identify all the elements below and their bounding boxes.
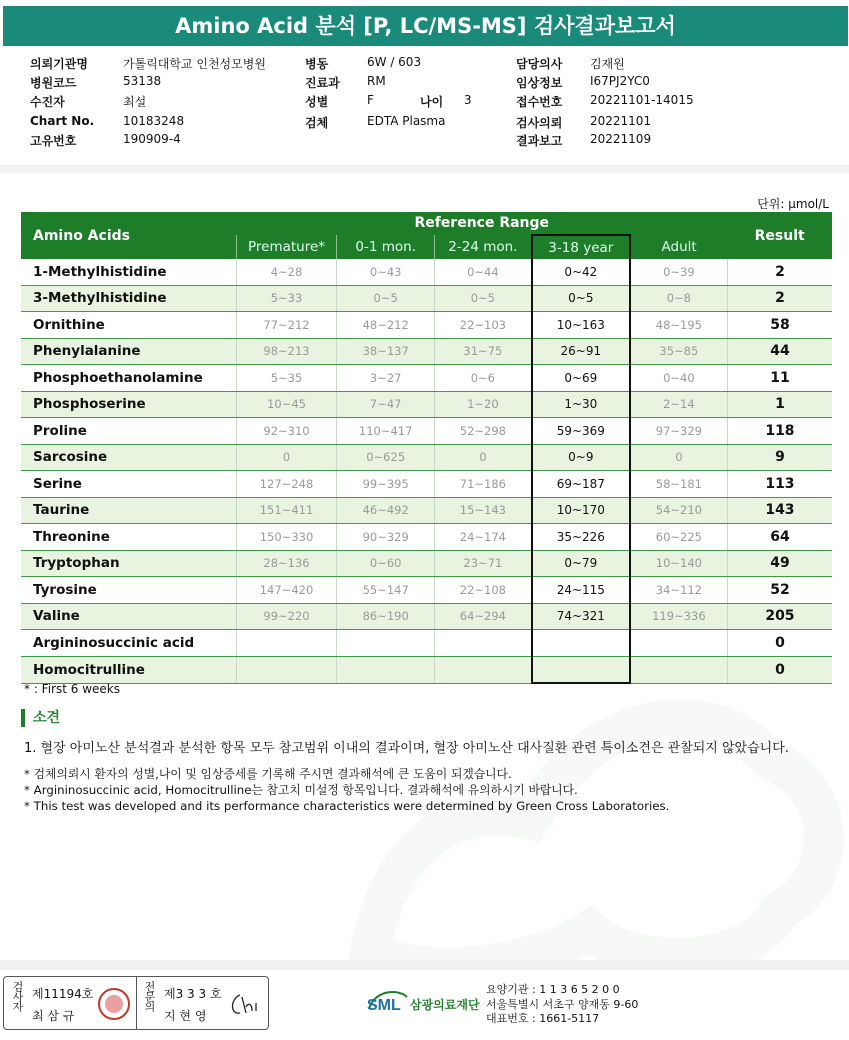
footer-divider — [0, 960, 849, 970]
range-3-18-year: 0~79 — [532, 550, 630, 577]
range-3-18-year: 0~42 — [532, 259, 630, 285]
amino-acid-name: 3-Methylhistidine — [21, 285, 236, 312]
range-premature — [236, 630, 337, 657]
col-reference-range: Reference Range — [236, 212, 727, 235]
range-0-1-mon: 90~329 — [337, 524, 435, 551]
range-0-1-mon: 46~492 — [337, 497, 435, 524]
range-2-24-mon: 24~174 — [434, 524, 531, 551]
range-adult: 54~210 — [630, 497, 728, 524]
amino-acid-table — [21, 212, 832, 684]
info-value: 10183248 — [123, 114, 185, 128]
info-value: F — [367, 93, 374, 107]
range-3-18-year: 24~115 — [532, 577, 630, 604]
range-3-18-year: 26~91 — [532, 338, 630, 365]
range-0-1-mon: 7~47 — [337, 391, 435, 418]
table-row — [21, 497, 832, 524]
range-premature: 5~35 — [236, 365, 337, 392]
info-label: 병원코드 — [30, 76, 77, 90]
info-label: 진료과 — [305, 76, 340, 90]
range-adult: 0 — [630, 444, 728, 471]
note-line: * 검체의뢰시 환자의 성별,나이 및 임상증세를 기록해 주시면 결과해석에 큰 도움이 되겠습니다. — [24, 767, 512, 781]
result-value: 11 — [727, 365, 832, 392]
range-adult: 119~336 — [630, 603, 728, 630]
range-premature: 127~248 — [236, 471, 337, 498]
result-value: 52 — [727, 577, 832, 604]
info-value: 김재원 — [590, 57, 625, 71]
info-value: I67PJ2YC0 — [590, 74, 650, 88]
range-3-18-year — [532, 656, 630, 683]
info-label: 성별 — [305, 95, 329, 109]
range-adult: 0~40 — [630, 365, 728, 392]
range-0-1-mon: 0~43 — [337, 259, 435, 285]
range-0-1-mon: 0~60 — [337, 550, 435, 577]
info-label: 병동 — [305, 57, 329, 71]
range-adult: 35~85 — [630, 338, 728, 365]
range-premature: 0 — [236, 444, 337, 471]
note-line: * Argininosuccinic acid, Homocitrulline는 참고치 미설정 항목입니다. 결과해석에 유의하시기 바랍니다. — [24, 783, 578, 797]
range-2-24-mon: 31~75 — [434, 338, 531, 365]
range-3-18-year: 10~163 — [532, 312, 630, 339]
range-2-24-mon: 1~20 — [434, 391, 531, 418]
table-row — [21, 444, 832, 471]
range-0-1-mon: 0~5 — [337, 285, 435, 312]
info-value: 6W / 603 — [367, 55, 422, 69]
range-0-1-mon: 86~190 — [337, 603, 435, 630]
range-premature: 150~330 — [236, 524, 337, 551]
range-0-1-mon: 48~212 — [337, 312, 435, 339]
range-premature: 98~213 — [236, 338, 337, 365]
range-3-18-year: 59~369 — [532, 418, 630, 445]
age-value: 3 — [464, 93, 472, 107]
table-row — [21, 418, 832, 445]
range-adult: 58~181 — [630, 471, 728, 498]
range-adult: 34~112 — [630, 577, 728, 604]
result-value: 118 — [727, 418, 832, 445]
info-value: RM — [367, 74, 386, 88]
table-row — [21, 471, 832, 498]
range-0-1-mon: 55~147 — [337, 577, 435, 604]
range-3-18-year — [532, 630, 630, 657]
range-0-1-mon — [337, 630, 435, 657]
signature-icon — [226, 989, 262, 1019]
info-label: 접수번호 — [516, 95, 563, 109]
age-label: 나이 — [420, 95, 444, 109]
unit-label: 단위: μmol/L — [757, 197, 829, 211]
info-value: 최설 — [123, 95, 147, 109]
info-label: 검사의뢰 — [516, 116, 563, 130]
range-premature: 99~220 — [236, 603, 337, 630]
range-3-18-year: 35~226 — [532, 524, 630, 551]
info-value: 20221101-14015 — [590, 93, 694, 107]
amino-acid-name: Homocitrulline — [21, 656, 236, 683]
amino-acid-name: Tyrosine — [21, 577, 236, 604]
range-premature: 5~33 — [236, 285, 337, 312]
amino-acid-name: Taurine — [21, 497, 236, 524]
range-2-24-mon: 15~143 — [434, 497, 531, 524]
org-phone: 대표번호 : 1661-5117 — [486, 1012, 600, 1025]
range-0-1-mon: 110~417 — [337, 418, 435, 445]
result-value: 0 — [727, 656, 832, 683]
report-title: Amino Acid 분석 [P, LC/MS-MS] 검사결과보고서 — [3, 6, 848, 46]
range-2-24-mon: 22~103 — [434, 312, 531, 339]
info-value: 가톨릭대학교 인천성모병원 — [123, 57, 266, 71]
tester-name: 최 삼 규 — [32, 1009, 75, 1023]
range-0-1-mon: 99~395 — [337, 471, 435, 498]
result-value: 2 — [727, 285, 832, 312]
range-premature: 4~28 — [236, 259, 337, 285]
info-value: 190909-4 — [123, 132, 181, 146]
result-value: 0 — [727, 630, 832, 657]
amino-acid-name: Phosphoserine — [21, 391, 236, 418]
result-value: 64 — [727, 524, 832, 551]
range-0-1-mon: 38~137 — [337, 338, 435, 365]
result-value: 44 — [727, 338, 832, 365]
info-label: 담당의사 — [516, 57, 563, 71]
range-premature: 10~45 — [236, 391, 337, 418]
amino-acid-name: Tryptophan — [21, 550, 236, 577]
table-row — [21, 338, 832, 365]
range-0-1-mon: 0~625 — [337, 444, 435, 471]
section-title: 소견 — [21, 709, 60, 727]
range-2-24-mon — [434, 656, 531, 683]
sub-header: Adult — [630, 235, 728, 259]
amino-acid-name: Argininosuccinic acid — [21, 630, 236, 657]
info-label: 의뢰기관명 — [30, 57, 88, 71]
range-premature — [236, 656, 337, 683]
table-row — [21, 524, 832, 551]
range-3-18-year: 1~30 — [532, 391, 630, 418]
sub-header: 2-24 mon. — [434, 235, 531, 259]
result-value: 9 — [727, 444, 832, 471]
range-3-18-year: 0~5 — [532, 285, 630, 312]
range-3-18-year: 10~170 — [532, 497, 630, 524]
amino-acid-name: Valine — [21, 603, 236, 630]
range-premature: 147~420 — [236, 577, 337, 604]
note-line: * This test was developed and its performance characteristics were determined by Green Cross Laboratories. — [24, 799, 670, 813]
amino-acid-name: 1-Methylhistidine — [21, 259, 236, 285]
col-result: Result — [727, 212, 832, 259]
result-value: 1 — [727, 391, 832, 418]
range-2-24-mon: 71~186 — [434, 471, 531, 498]
table-row — [21, 577, 832, 604]
range-3-18-year: 0~69 — [532, 365, 630, 392]
range-2-24-mon: 23~71 — [434, 550, 531, 577]
info-label: 고유번호 — [30, 134, 77, 148]
range-0-1-mon: 3~27 — [337, 365, 435, 392]
range-premature: 92~310 — [236, 418, 337, 445]
result-value: 113 — [727, 471, 832, 498]
result-value: 58 — [727, 312, 832, 339]
table-row — [21, 365, 832, 392]
sub-header: 3-18 year — [532, 235, 630, 259]
org-code: 요양기관 : 1 1 3 6 5 2 0 0 — [486, 983, 620, 996]
range-premature: 151~411 — [236, 497, 337, 524]
range-adult: 60~225 — [630, 524, 728, 551]
specialist-number: 제3 3 3 호 — [164, 987, 222, 1001]
opinion-text: 1. 혈장 아미노산 분석결과 분석한 항목 모두 참고범위 이내의 결과이며, 혈장 아미노산 대사질환 관련 특이소견은 관찰되지 않았습니다. — [24, 741, 789, 756]
amino-acid-name: Ornithine — [21, 312, 236, 339]
info-value: 53138 — [123, 74, 162, 88]
seal-icon — [97, 987, 131, 1021]
sml-logo-icon — [365, 985, 409, 1015]
table-row — [21, 285, 832, 312]
info-value: 20221109 — [590, 132, 652, 146]
info-label: 임상정보 — [516, 76, 563, 90]
info-label: 결과보고 — [516, 134, 563, 148]
amino-acid-name: Proline — [21, 418, 236, 445]
range-2-24-mon — [434, 630, 531, 657]
range-adult — [630, 656, 728, 683]
tester-number: 제11194호 — [32, 987, 94, 1001]
table-row — [21, 312, 832, 339]
table-row — [21, 259, 832, 285]
divider — [0, 165, 849, 173]
range-2-24-mon: 52~298 — [434, 418, 531, 445]
info-label: 검체 — [305, 116, 329, 130]
col-amino-acids: Amino Acids — [21, 212, 236, 259]
range-adult — [630, 630, 728, 657]
result-value: 205 — [727, 603, 832, 630]
range-2-24-mon: 64~294 — [434, 603, 531, 630]
range-3-18-year: 74~321 — [532, 603, 630, 630]
org-address: 서울특별시 서초구 양재동 9-60 — [486, 997, 639, 1011]
range-adult: 10~140 — [630, 550, 728, 577]
range-0-1-mon — [337, 656, 435, 683]
sub-header: 0-1 mon. — [337, 235, 435, 259]
signature-box — [3, 976, 269, 1030]
table-row — [21, 630, 832, 657]
table-row — [21, 550, 832, 577]
org-info — [486, 983, 638, 1027]
org-name: 삼광의료재단 — [410, 998, 480, 1012]
divider — [136, 977, 137, 1029]
range-2-24-mon: 0 — [434, 444, 531, 471]
info-value: 20221101 — [590, 114, 652, 128]
sub-header: Premature* — [236, 235, 337, 259]
amino-acid-name: Phosphoethanolamine — [21, 365, 236, 392]
result-value: 143 — [727, 497, 832, 524]
footnote: * : First 6 weeks — [24, 682, 120, 696]
range-2-24-mon: 22~108 — [434, 577, 531, 604]
range-adult: 2~14 — [630, 391, 728, 418]
specialist-label: 전문의 — [143, 981, 156, 1011]
table-row — [21, 603, 832, 630]
range-adult: 48~195 — [630, 312, 728, 339]
notes — [24, 766, 669, 814]
amino-acid-name: Sarcosine — [21, 444, 236, 471]
amino-acid-name: Threonine — [21, 524, 236, 551]
result-value: 49 — [727, 550, 832, 577]
range-premature: 28~136 — [236, 550, 337, 577]
range-premature: 77~212 — [236, 312, 337, 339]
table-row — [21, 656, 832, 683]
logo-text: SML — [367, 997, 401, 1014]
amino-acid-name: Phenylalanine — [21, 338, 236, 365]
info-value: EDTA Plasma — [367, 114, 446, 128]
range-2-24-mon: 0~6 — [434, 365, 531, 392]
range-3-18-year: 69~187 — [532, 471, 630, 498]
range-3-18-year: 0~9 — [532, 444, 630, 471]
info-label: Chart No. — [30, 114, 95, 128]
range-2-24-mon: 0~5 — [434, 285, 531, 312]
tester-label: 검사자 — [11, 981, 24, 1011]
range-adult: 97~329 — [630, 418, 728, 445]
table-row — [21, 391, 832, 418]
range-adult: 0~8 — [630, 285, 728, 312]
info-label: 수진자 — [30, 95, 65, 109]
result-value: 2 — [727, 259, 832, 285]
range-2-24-mon: 0~44 — [434, 259, 531, 285]
patient-info — [30, 55, 830, 150]
specialist-name: 지 현 영 — [164, 1009, 207, 1023]
amino-acid-name: Serine — [21, 471, 236, 498]
range-adult: 0~39 — [630, 259, 728, 285]
